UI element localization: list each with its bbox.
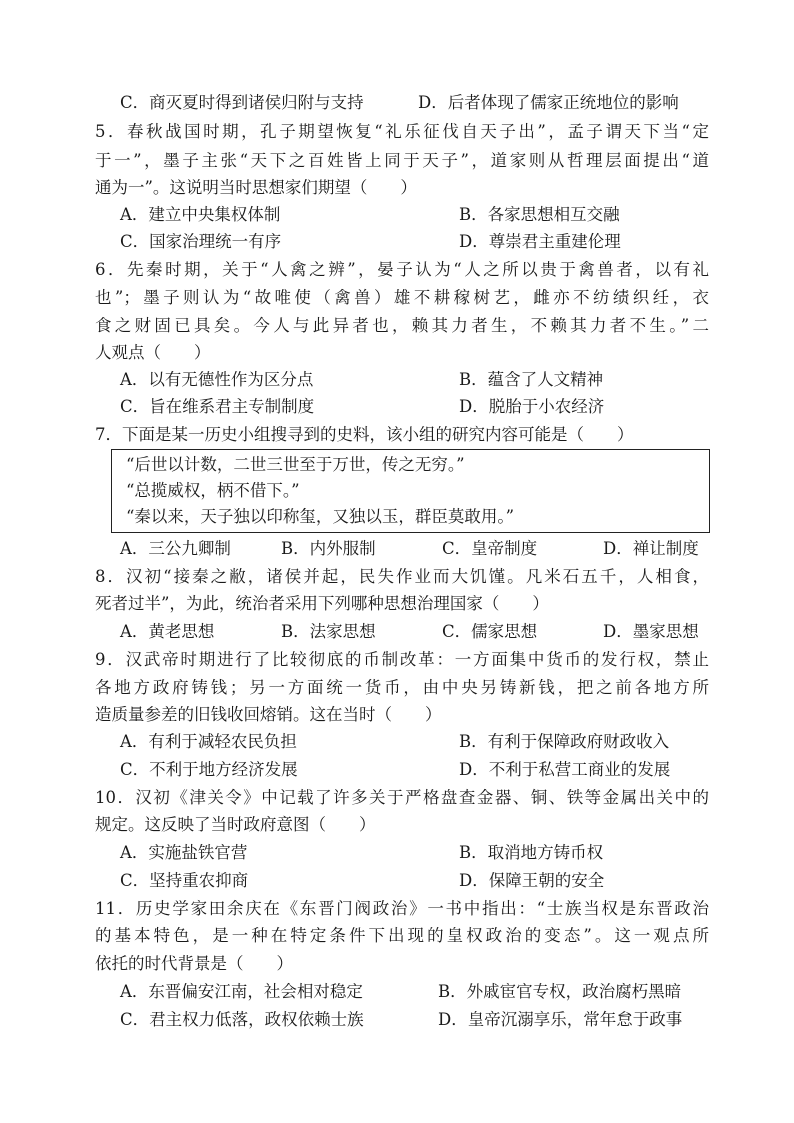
question-5-line-1: 5．春秋战国时期，孔子期望恢复“礼乐征伐自天子出”，孟子谓天下当“定 xyxy=(95,122,709,141)
source-quote-1: “后世以计数，二世三世至于万世，传之无穷。” xyxy=(126,455,465,474)
question-8-option-a: A．黄老思想 xyxy=(120,622,215,641)
question-9-option-b: B．有利于保障政府财政收入 xyxy=(459,732,670,751)
question-10-option-a: A．实施盐铁官营 xyxy=(120,843,248,862)
question-5-option-a: A．建立中央集权体制 xyxy=(120,205,281,224)
question-9-line-3: 造质量参差的旧钱收回熔销。这在当时（ ） xyxy=(95,705,442,724)
prev-option-d: D．后者体现了儒家正统地位的影响 xyxy=(418,93,679,112)
question-7-line-1: 7．下面是某一历史小组搜寻到的史料，该小组的研究内容可能是（ ） xyxy=(95,425,634,444)
question-7-option-c: C．皇帝制度 xyxy=(442,539,538,558)
question-5-line-3: 通为一”。这说明当时思想家们期望（ ） xyxy=(95,178,417,197)
question-7-option-b: B．内外服制 xyxy=(281,539,376,558)
question-6-option-a: A．以有无德性作为区分点 xyxy=(120,370,314,389)
question-6-line-3: 食之财固已具矣。今人与此异者也，赖其力者生，不赖其力者不生。”二 xyxy=(95,316,709,335)
question-10-option-b: B．取消地方铸币权 xyxy=(459,843,604,862)
question-5-option-c: C．国家治理统一有序 xyxy=(120,232,282,251)
question-9-option-c: C．不利于地方经济发展 xyxy=(120,760,298,779)
question-7-option-d: D．禅让制度 xyxy=(603,539,699,558)
question-11-option-b: B．外戚宦官专权，政治腐朽黑暗 xyxy=(438,982,682,1001)
question-11-line-1: 11．历史学家田余庆在《东晋门阀政治》一书中指出：“士族当权是东晋政治 xyxy=(95,899,709,918)
question-8-option-c: C．儒家思想 xyxy=(442,622,538,641)
question-9-line-2: 各地方政府铸钱；另一方面统一货币，由中央另铸新钱，把之前各地方所 xyxy=(95,678,709,697)
question-10-option-d: D．保障王朝的安全 xyxy=(459,871,605,890)
question-9-line-1: 9．汉武帝时期进行了比较彻底的币制改革：一方面集中货币的发行权，禁止 xyxy=(95,650,709,669)
source-quote-3: “秦以来，天子独以印称玺，又独以玉，群臣莫敢用。” xyxy=(126,507,515,526)
question-8-option-b: B．法家思想 xyxy=(281,622,376,641)
question-10-option-c: C．坚持重农抑商 xyxy=(120,871,249,890)
question-5-line-2: 于一”，墨子主张“天下之百姓皆上同于天子”，道家则从哲理层面提出“道 xyxy=(95,151,709,170)
question-5-option-b: B．各家思想相互交融 xyxy=(459,205,620,224)
question-11-option-a: A．东晋偏安江南，社会相对稳定 xyxy=(120,982,363,1001)
question-6-line-2: 也”；墨子则认为“故唯使（禽兽）雄不耕稼树艺，雌亦不纺绩织纴，衣 xyxy=(95,288,709,307)
source-quote-2: “总揽威权，柄不借下。” xyxy=(126,481,300,500)
source-material-box xyxy=(111,449,710,533)
question-8-option-d: D．墨家思想 xyxy=(603,622,699,641)
question-10-line-2: 规定。这反映了当时政府意图（ ） xyxy=(95,815,376,834)
question-6-option-b: B．蕴含了人文精神 xyxy=(459,370,604,389)
question-5-option-d: D．尊崇君主重建伦理 xyxy=(459,232,621,251)
question-8-line-1: 8．汉初“接秦之敝，诸侯并起，民失作业而大饥馑。凡米石五千，人相食， xyxy=(95,567,709,586)
question-6-option-c: C．旨在维系君主专制制度 xyxy=(120,397,315,416)
question-11-option-c: C．君主权力低落，政权依赖士族 xyxy=(120,1010,364,1029)
prev-option-c: C．商灭夏时得到诸侯归附与支持 xyxy=(120,93,364,112)
question-11-option-d: D．皇帝沉溺享乐，常年怠于政事 xyxy=(438,1010,683,1029)
question-11-line-2: 的基本特色，是一种在特定条件下出现的皇权政治的变态”。这一观点所 xyxy=(95,926,709,945)
question-7-option-a: A．三公九卿制 xyxy=(120,539,231,558)
question-8-line-2: 死者过半”，为此，统治者采用下列哪种思想治理国家（ ） xyxy=(95,594,549,613)
question-11-line-3: 依托的时代背景是（ ） xyxy=(95,954,293,973)
question-6-line-4: 人观点（ ） xyxy=(95,343,211,362)
question-6-option-d: D．脱胎于小农经济 xyxy=(459,397,605,416)
question-6-line-1: 6．先秦时期，关于“人禽之辨”，晏子认为“人之所以贵于禽兽者，以有礼 xyxy=(95,260,709,279)
question-9-option-a: A．有利于减轻农民负担 xyxy=(120,732,297,751)
question-10-line-1: 10．汉初《津关令》中记载了许多关于严格盘查金器、铜、铁等金属出关中的 xyxy=(95,788,709,807)
question-9-option-d: D．不利于私营工商业的发展 xyxy=(459,760,671,779)
